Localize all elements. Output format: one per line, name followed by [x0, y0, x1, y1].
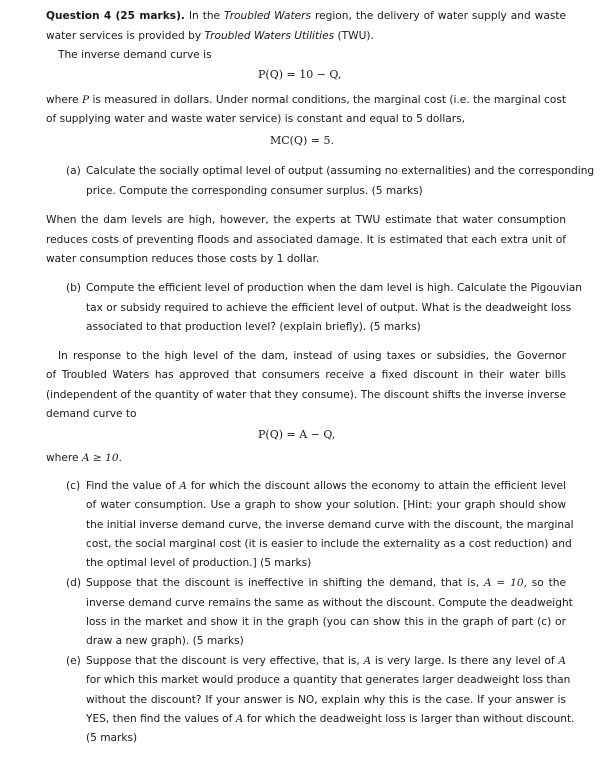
question-heading: Question 4 (25 marks).	[46, 10, 185, 22]
utility-name: Troubled Waters Utilities	[204, 30, 335, 42]
governor-paragraph-line: of Troubled Waters has approved that consumers receive a fixed discount in their water bills	[46, 369, 566, 381]
question-text: In the	[188, 10, 221, 22]
part-e-label: (e)	[66, 655, 81, 667]
part-c-line: cost, the social marginal cost (it is easier to include the externality as a cost reduction) and	[86, 538, 572, 550]
part-c-line: the initial inverse demand curve, the inverse demand curve with the discount, the marginal	[86, 519, 574, 531]
equation-discounted-demand: P(Q) = A − Q,	[258, 428, 336, 441]
math-condition: A ≥ 10.	[81, 452, 123, 464]
region-name: Troubled Waters	[224, 10, 312, 22]
part-c-line: the optimal level of production.] (5 marks)	[86, 557, 312, 569]
part-b-label: (b)	[66, 282, 81, 294]
question-text: water services is provided by	[46, 30, 202, 42]
question-text: where	[46, 94, 79, 106]
question-text: for which the discount allows the economy to attain the efficient level	[190, 480, 567, 492]
question-text: so the	[531, 577, 566, 589]
math-variable: A	[558, 655, 567, 667]
question-text: Suppose that the discount is ineffective in shifting the demand, that is,	[86, 577, 480, 589]
question-text: Suppose that the discount is very effective, that is,	[86, 655, 360, 667]
part-b-line: tax or subsidy required to achieve the efficient level of output. What is the deadweight loss	[86, 302, 572, 314]
math-variable: P	[81, 94, 90, 106]
part-b-line: associated to that production level? (explain briefly). (5 marks)	[86, 321, 421, 333]
question-text: where	[46, 452, 79, 464]
part-c-line: of water consumption. Use a graph to show your solution. [Hint: your graph should show	[86, 499, 566, 511]
math-variable: A	[235, 713, 244, 725]
question-text: is very large. Is there any level of	[374, 655, 555, 667]
question-line-1	[46, 9, 566, 23]
part-e-line	[86, 712, 575, 726]
where-line-2	[46, 451, 566, 465]
question-text: for which the deadweight loss is larger than without discount.	[246, 713, 575, 725]
equation-demand: P(Q) = 10 − Q,	[258, 68, 342, 81]
dam-paragraph-line: water consumption reduces those costs by 1 dollar.	[46, 253, 320, 265]
part-a-line: price. Compute the corresponding consumer surplus. (5 marks)	[86, 185, 423, 197]
question-text: YES, then find the values of	[86, 713, 233, 725]
dam-paragraph-line: reduces costs of preventing floods and associated damage. It is estimated that each extra unit of	[46, 234, 566, 246]
part-d-label: (d)	[66, 577, 81, 589]
governor-paragraph-line: In response to the high level of the dam, instead of using taxes or subsidies, the Governor	[58, 350, 566, 362]
part-c-line	[86, 479, 566, 493]
question-text: is measured in dollars. Under normal conditions, the marginal cost (i.e. the marginal cost	[92, 94, 567, 106]
part-d-line: inverse demand curve remains the same as without the discount. Compute the deadweight	[86, 597, 573, 609]
equation-marginal-cost: MC(Q) = 5.	[270, 134, 334, 147]
math-equation: A = 10,	[483, 577, 527, 589]
part-d-line	[86, 576, 566, 590]
part-e-line: for which this market would produce a quantity that generates larger deadweight loss than	[86, 674, 571, 686]
part-c-label: (c)	[66, 480, 81, 492]
part-b-line: Compute the efficient level of production when the dam level is high. Calculate the Pigouvian	[86, 282, 582, 294]
governor-paragraph-line: demand curve to	[46, 408, 137, 420]
where-line-1	[46, 93, 566, 107]
inverse-demand-intro: The inverse demand curve is	[58, 49, 212, 61]
part-e-line: without the discount? If your answer is NO, explain why this is the case. If your answer is	[86, 694, 566, 706]
part-d-line: loss in the market and show it in the graph (you can show this in the graph of part (c) or	[86, 616, 566, 628]
question-line-2	[46, 29, 566, 43]
question-text: region, the delivery of water supply and waste	[315, 10, 567, 22]
question-text: Find the value of	[86, 480, 176, 492]
part-e-line: (5 marks)	[86, 732, 138, 744]
dam-paragraph-line: When the dam levels are high, however, the experts at TWU estimate that water consumption	[46, 214, 566, 226]
part-a-label: (a)	[66, 165, 81, 177]
mc-line-2: of supplying water and waste water service) is constant and equal to 5 dollars,	[46, 113, 466, 125]
question-text: (TWU).	[337, 30, 374, 42]
part-a-line: Calculate the socially optimal level of output (assuming no externalities) and the corresponding	[86, 165, 595, 177]
part-e-line	[86, 654, 566, 668]
math-variable: A	[179, 480, 187, 492]
math-variable: A	[363, 655, 372, 667]
governor-paragraph-line: (independent of the quantity of water that they consume). The discount shifts the inverse inverse	[46, 389, 566, 401]
part-d-line: draw a new graph). (5 marks)	[86, 635, 244, 647]
